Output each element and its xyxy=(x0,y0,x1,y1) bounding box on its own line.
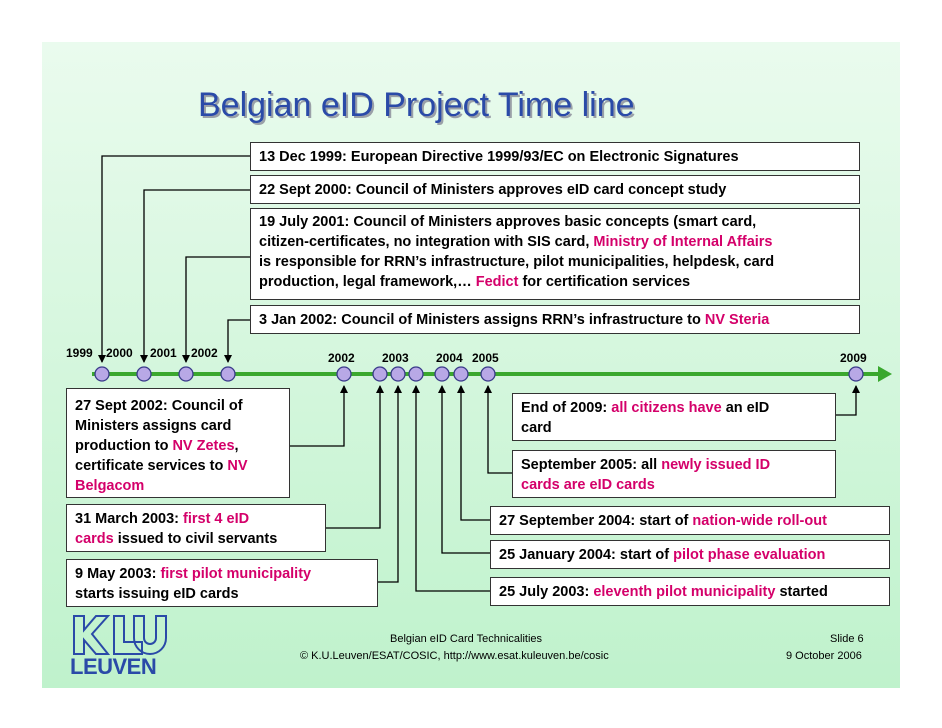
event-text: citizen-certificates, no integration with SIS card, xyxy=(259,234,594,250)
event-text: production to xyxy=(75,438,173,454)
event-text: issued to civil servants xyxy=(113,531,278,547)
event-highlight: Belgacom xyxy=(75,478,145,494)
event-box-2001 xyxy=(250,208,860,300)
event-highlight: first 4 eID xyxy=(183,511,250,527)
footer-title: Belgian eID Card Technicalities xyxy=(390,633,543,645)
timeline-arrowhead xyxy=(878,366,892,382)
event-text: 31 March 2003: xyxy=(75,511,184,527)
event-text: 22 Sept 2000: Council of Ministers approves eID card concept study xyxy=(259,182,727,198)
dot-2000 xyxy=(137,367,151,381)
footer-copyright: © K.U.Leuven/ESAT/COSIC, http://www.esat.kuleuven.be/cosic xyxy=(300,650,609,662)
event-text: production, legal framework,… xyxy=(259,274,476,290)
event-highlight: Ministry of Internal Affairs xyxy=(593,234,773,250)
event-highlight: Fedict xyxy=(475,274,519,290)
dot-2003c xyxy=(409,367,423,381)
event-box-2003-july xyxy=(490,577,890,606)
event-box-2003-march xyxy=(66,504,326,552)
event-text: starts issuing eID cards xyxy=(75,586,239,602)
connector-2003b xyxy=(378,386,398,582)
connector-2002a xyxy=(228,320,250,362)
event-text: 13 Dec 1999: European Directive 1999/93/EC on Electronic Signatures xyxy=(259,149,739,165)
event-text-line xyxy=(521,398,827,418)
year-label-1999: 1999 xyxy=(66,346,93,360)
event-text: is responsible for RRN’s infrastructure, pilot municipalities, helpdesk, card xyxy=(259,254,775,270)
connector-2004a xyxy=(442,386,490,553)
dot-2003a xyxy=(373,367,387,381)
footer-date: 9 October 2006 xyxy=(786,650,862,662)
year-label-2001: 2001 xyxy=(150,346,177,360)
event-text: 3 Jan 2002: Council of Ministers assigns RRN’s infrastructure to xyxy=(259,312,705,328)
dot-1999 xyxy=(95,367,109,381)
event-highlight: all citizens have xyxy=(611,400,722,416)
event-text: for certification services xyxy=(518,274,691,290)
year-label-2003: 2003 xyxy=(382,351,409,365)
dot-2002a xyxy=(221,367,235,381)
year-label-2004: 2004 xyxy=(436,351,463,365)
event-text: an eID xyxy=(721,400,770,416)
event-text-line xyxy=(75,564,369,584)
event-highlight: NV xyxy=(227,458,248,474)
year-label-2002-b: 2002 xyxy=(328,351,355,365)
event-text: September 2005: all xyxy=(521,457,662,473)
event-box-2009 xyxy=(512,393,836,441)
event-box-2002-sept xyxy=(66,388,290,498)
event-highlight: eleventh pilot municipality xyxy=(593,584,776,600)
event-text: End of 2009: xyxy=(521,400,612,416)
event-text-line xyxy=(75,509,317,529)
slide-number: Slide 6 xyxy=(830,633,864,645)
dot-2004b xyxy=(454,367,468,381)
year-label-2000: 2000 xyxy=(106,346,133,360)
event-text-line xyxy=(75,529,317,549)
event-text: 9 May 2003: xyxy=(75,566,161,582)
connector-2005 xyxy=(488,386,512,473)
connector-2003a xyxy=(326,386,380,528)
dot-2004a xyxy=(435,367,449,381)
event-text-line xyxy=(75,436,281,456)
event-text: 27 Sept 2002: Council of xyxy=(75,398,243,414)
event-text-line xyxy=(75,456,281,476)
event-box-2004-jan xyxy=(490,540,890,569)
connector-2002b xyxy=(290,386,344,446)
event-box-2003-may xyxy=(66,559,378,607)
logo-text: LEUVEN xyxy=(70,654,157,679)
event-text: 27 September 2004: start of xyxy=(499,513,693,529)
event-text-line xyxy=(259,272,851,292)
event-text-line xyxy=(521,455,827,475)
connector-2009 xyxy=(836,386,856,415)
connector-2003c xyxy=(416,386,490,591)
year-label-2005: 2005 xyxy=(472,351,499,365)
dot-2009 xyxy=(849,367,863,381)
event-box-2000 xyxy=(250,175,860,204)
event-text-line xyxy=(259,232,851,252)
event-highlight: nation-wide roll-out xyxy=(692,513,827,529)
slide-title: Belgian eID Project Time line xyxy=(198,86,635,124)
year-label-2009: 2009 xyxy=(840,351,867,365)
event-highlight: pilot phase evaluation xyxy=(673,547,826,563)
event-highlight: newly issued ID xyxy=(661,457,771,473)
event-text: started xyxy=(775,584,828,600)
event-box-2005 xyxy=(512,450,836,498)
event-text: 19 July 2001: Council of Ministers approves basic concepts (smart card, xyxy=(259,214,757,230)
connector-2004b xyxy=(461,386,490,520)
dot-2002b xyxy=(337,367,351,381)
year-label-2002: 2002 xyxy=(191,346,218,360)
event-highlight: cards are eID cards xyxy=(521,477,655,493)
event-highlight: first pilot municipality xyxy=(160,566,312,582)
connector-2000 xyxy=(144,190,250,362)
event-box-2004-sept xyxy=(490,506,890,535)
event-text: 25 July 2003: xyxy=(499,584,594,600)
event-text: certificate services to xyxy=(75,458,228,474)
dot-2003b xyxy=(391,367,405,381)
event-text: , xyxy=(234,438,239,454)
event-highlight: NV Zetes xyxy=(172,438,235,454)
event-box-2002-jan xyxy=(250,305,860,334)
event-highlight: cards xyxy=(75,531,114,547)
event-text: 25 January 2004: start of xyxy=(499,547,674,563)
event-box-1999 xyxy=(250,142,860,171)
dot-2001 xyxy=(179,367,193,381)
event-text: Ministers assigns card xyxy=(75,418,232,434)
event-text: card xyxy=(521,420,552,436)
dot-2005 xyxy=(481,367,495,381)
event-highlight: NV Steria xyxy=(704,312,770,328)
